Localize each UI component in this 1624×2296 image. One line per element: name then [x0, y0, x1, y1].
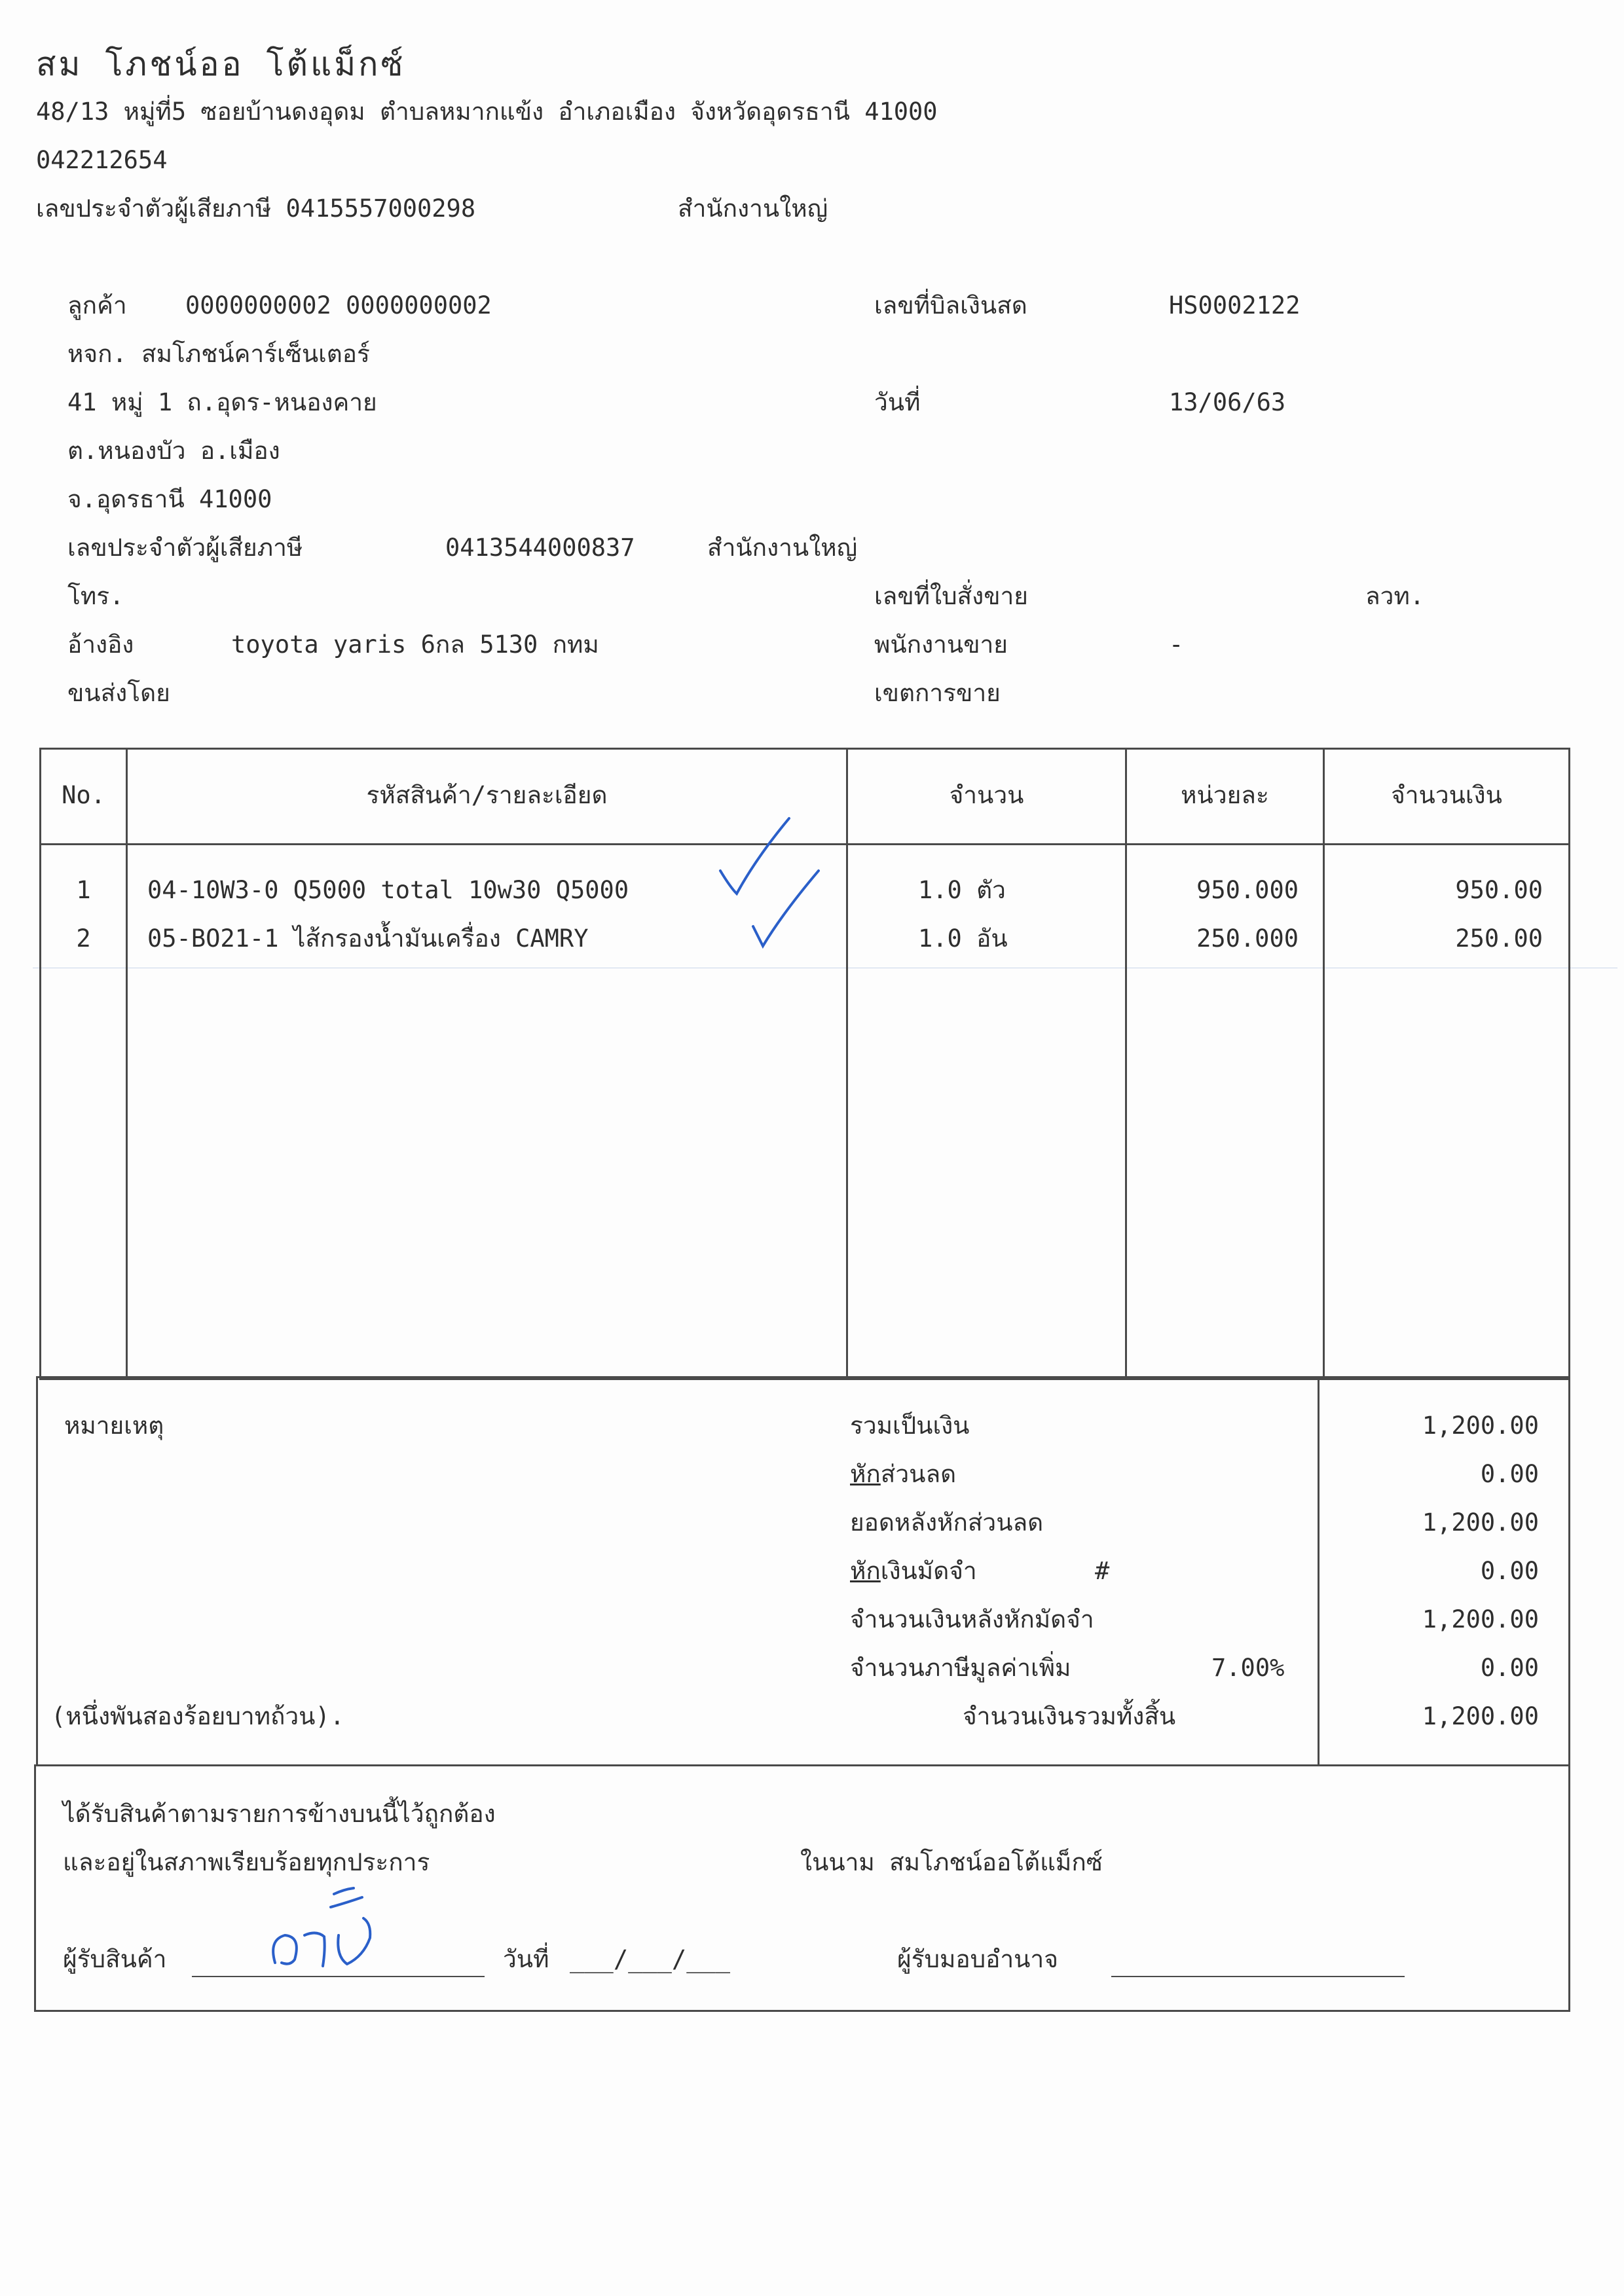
- row-description: 04-10W3-0 Q5000 total 10w30 Q5000: [147, 876, 629, 904]
- vat-label: จำนวนภาษีมูลค่าเพิ่ม: [850, 1654, 1071, 1682]
- customer-ref-value: toyota yaris 6กล 5130 กทม: [231, 630, 599, 659]
- row-no: 2: [76, 924, 91, 953]
- bill-number: HS0002122: [1169, 291, 1301, 319]
- receiver-signature: [265, 1878, 396, 1976]
- deposit-value: 0.00: [1480, 1557, 1539, 1585]
- bill-date: 13/06/63: [1169, 388, 1286, 416]
- received-statement-2: และอยู่ในสภาพเรียบร้อยทุกประการ: [63, 1848, 430, 1876]
- deposit-label: [850, 1556, 977, 1586]
- customer-branch: สำนักงานใหญ่: [707, 534, 858, 562]
- subtotal-value: 1,200.00: [1422, 1412, 1539, 1440]
- row-amount: 950.00: [1455, 876, 1543, 904]
- customer-ship-label: ขนส่งโดย: [67, 679, 170, 707]
- header-description: รหัสสินค้า/รายละเอียด: [366, 781, 608, 809]
- customer-tax-id: 0413544000837: [445, 534, 635, 562]
- discount-label-deduct: หัก: [850, 1460, 881, 1488]
- seller-name: สม โภชน์ออ โต้แม็กซ์: [36, 45, 406, 83]
- bill-number-label: เลขที่บิลเงินสด: [874, 291, 1027, 319]
- header-unit-price: หน่วยละ: [1181, 781, 1269, 809]
- customer-address-1: 41 หมู่ 1 ถ.อุดร-หนองคาย: [67, 388, 377, 416]
- after-deposit-label: จำนวนเงินหลังหักมัดจำ: [850, 1605, 1094, 1633]
- vat-value: 0.00: [1480, 1654, 1539, 1682]
- discount-label-rest: ส่วนลด: [880, 1460, 957, 1488]
- receiver-signature-line: [192, 1976, 485, 1977]
- amount-in-words: (หนึ่งพันสองร้อยบาทถ้วน).: [51, 1702, 345, 1730]
- on-behalf-of: ในนาม สมโภชน์ออโต้แม็กซ์: [800, 1848, 1103, 1876]
- row-quantity: 1.0 ตัว: [918, 876, 1006, 904]
- deposit-mark: #: [1095, 1557, 1110, 1585]
- authorized-signature-line: [1111, 1976, 1405, 1977]
- bill-date-label: วันที่: [874, 388, 921, 416]
- col-divider-1: [126, 748, 128, 1376]
- after-deposit-value: 1,200.00: [1422, 1605, 1539, 1633]
- customer-address-3: จ.อุดรธานี 41000: [67, 485, 272, 513]
- header-amount: จำนวนเงิน: [1391, 781, 1502, 809]
- authorized-label: ผู้รับมอบอำนาจ: [897, 1945, 1058, 1973]
- row-unit-price: 250.000: [1196, 924, 1299, 953]
- customer-address-2: ต.หนองบัว อ.เมือง: [67, 437, 280, 465]
- subtotal-label: รวมเป็นเงิน: [850, 1412, 970, 1440]
- customer-phone-label: โทร.: [67, 582, 124, 610]
- grand-total-label: จำนวนเงินรวมทั้งสิ้น: [963, 1702, 1176, 1730]
- signature-date-label: วันที่: [503, 1945, 549, 1973]
- check-mark-icon: [707, 805, 825, 956]
- received-statement-1: ได้รับสินค้าตามรายการข้างบนนี้ไว้ถูกต้อง: [63, 1800, 496, 1828]
- col-divider-2: [846, 748, 848, 1376]
- header-quantity: จำนวน: [949, 781, 1024, 809]
- row-amount: 250.00: [1455, 924, 1543, 953]
- order-number-label: เลขที่ใบสั่งขาย: [874, 582, 1028, 610]
- col-divider-3: [1125, 748, 1127, 1376]
- deposit-label-deduct: หัก: [850, 1557, 881, 1585]
- vat-rate: 7.00%: [1211, 1654, 1285, 1682]
- row-description: 05-BO21-1 ไส้กรองน้ำมันเครื่อง CAMRY: [147, 924, 589, 953]
- customer-tax-label: เลขประจำตัวผู้เสียภาษี: [67, 534, 303, 562]
- receiver-label: ผู้รับสินค้า: [63, 1945, 167, 1973]
- order-number-value: ลวท.: [1365, 582, 1425, 610]
- sales-zone-label: เขตการขาย: [874, 679, 1001, 707]
- remark-label: หมายเหตุ: [64, 1412, 164, 1440]
- grand-total-value: 1,200.00: [1422, 1702, 1539, 1730]
- seller-tax-id: เลขประจำตัวผู้เสียภาษี 0415557000298: [36, 194, 476, 223]
- customer-name: หจก. สมโภชน์คาร์เซ็นเตอร์: [67, 340, 370, 368]
- customer-label: ลูกค้า: [67, 291, 127, 319]
- seller-phone: 042212654: [36, 146, 168, 174]
- customer-ref-label: อ้างอิง: [67, 630, 134, 659]
- after-discount-label: ยอดหลังหักส่วนลด: [850, 1508, 1044, 1537]
- header-no: No.: [62, 781, 105, 809]
- discount-label: [850, 1459, 956, 1489]
- row-quantity: 1.0 อัน: [918, 924, 1008, 953]
- row-no: 1: [76, 876, 91, 904]
- customer-codes: 0000000002 0000000002: [185, 291, 492, 319]
- salesperson-value: -: [1169, 630, 1184, 659]
- deposit-label-rest: เงินมัดจำ: [880, 1557, 977, 1585]
- after-discount-value: 1,200.00: [1422, 1508, 1539, 1537]
- row-unit-price: 950.000: [1196, 876, 1299, 904]
- col-divider-4: [1323, 748, 1325, 1376]
- salesperson-label: พนักงานขาย: [874, 630, 1008, 659]
- discount-value: 0.00: [1480, 1460, 1539, 1488]
- signature-date-blank: ___/___/___: [570, 1945, 731, 1973]
- seller-address: 48/13 หมู่ที่5 ซอยบ้านดงอุดม ตำบลหมากแข้ง อำเภอเมือง จังหวัดอุดรธานี 41000: [36, 98, 938, 126]
- seller-branch: สำนักงานใหญ่: [678, 194, 828, 223]
